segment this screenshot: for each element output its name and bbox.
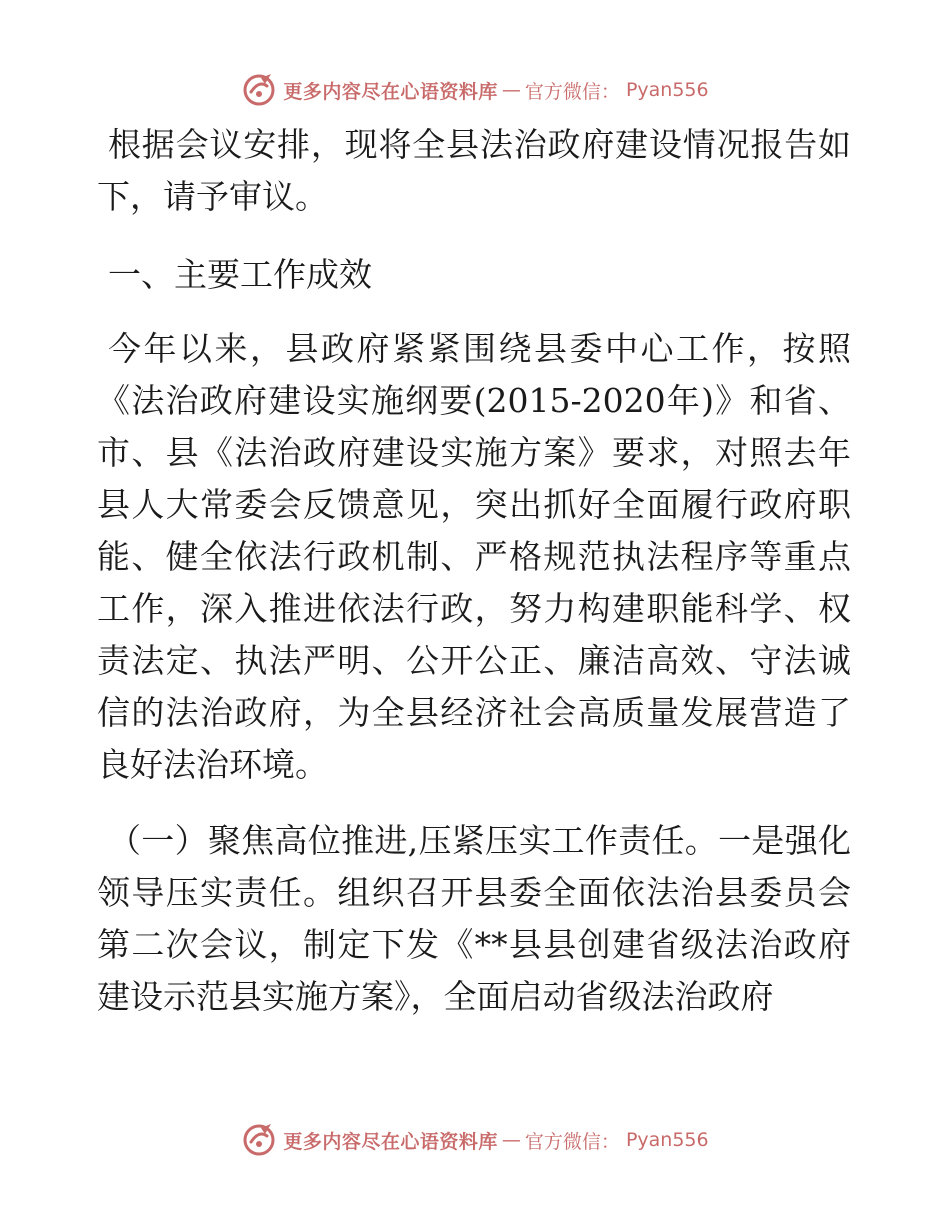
header-watermark-banner <box>0 70 950 110</box>
separator: — <box>501 1129 521 1151</box>
body-paragraph: 今年以来，县政府紧紧围绕县委中心工作，按照《法治政府建设实施纲要(2015-2020年)》和省、市、县《法治政府建设实施方案》要求，对照去年县人大常委会反馈意见，突出抓好全面履行政府职能、健全依法行政机制、严格规范执法程序等重点工作，深入推进依法行政，努力构建职能科学、权责法定、执法严明、公开公正、廉洁高效、守法诚信的法治政府，为全县经济社会高质量发展营造了良好法治环境。 <box>97 329 851 784</box>
body-paragraph: （一）聚焦高位推进,压紧压实工作责任。一是强化领导压实责任。组织召开县委全面依法治县委员会第二次会议，制定下发《**县县创建省级法治政府建设示范县实施方案》，全面启动省级法治政府 <box>97 821 851 1016</box>
wechat-label: 官方微信： <box>524 80 620 103</box>
document-body <box>97 119 851 1023</box>
separator: — <box>501 79 521 101</box>
wechat-label: 官方微信： <box>524 1130 620 1153</box>
footer-watermark-banner <box>0 1120 950 1160</box>
brand-text: 更多内容尽在心语资料库 <box>283 1130 498 1153</box>
logo-icon <box>241 72 277 108</box>
logo-icon <box>241 1122 277 1158</box>
section-heading: 一、主要工作成效 <box>108 255 372 294</box>
wechat-handle: Pyan556 <box>625 1129 709 1151</box>
brand-text: 更多内容尽在心语资料库 <box>283 80 498 103</box>
wechat-handle: Pyan556 <box>625 79 709 101</box>
intro-paragraph: 根据会议安排，现将全县法治政府建设情况报告如下，请予审议。 <box>97 125 851 216</box>
